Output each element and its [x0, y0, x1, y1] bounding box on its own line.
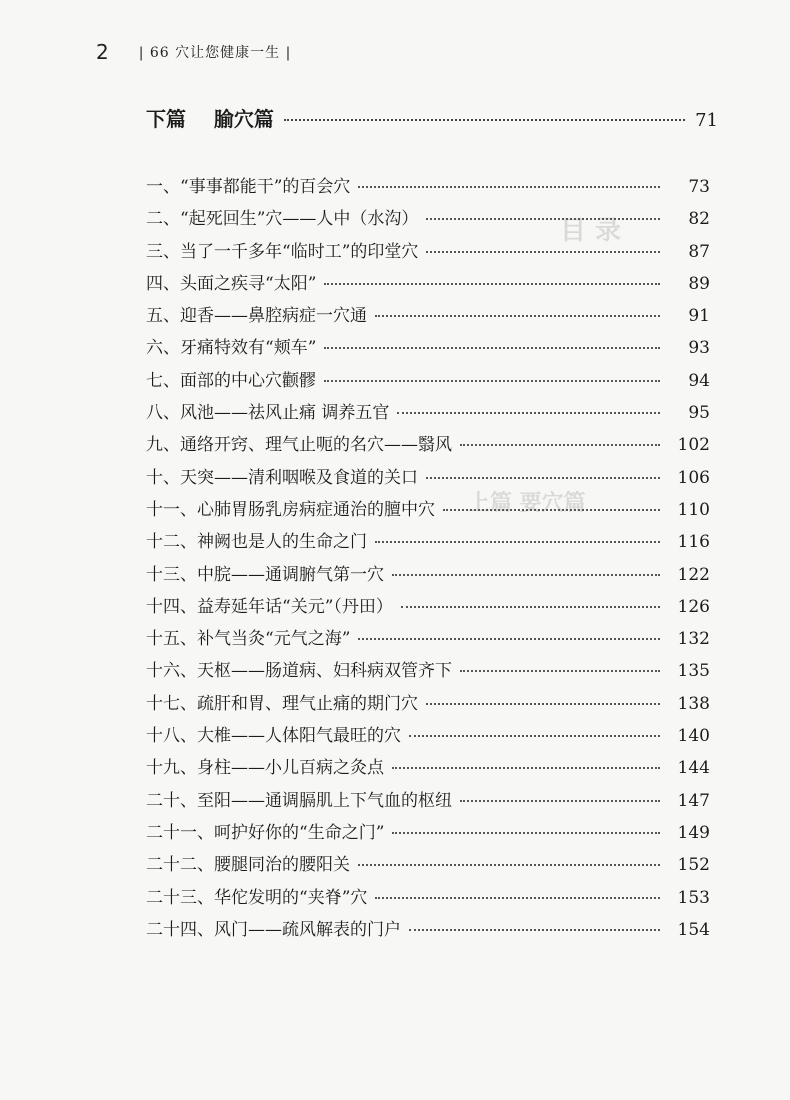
dot-leader — [392, 832, 660, 834]
show-through-mark: 上篇 要穴篇 — [468, 491, 586, 516]
toc-entry — [146, 915, 710, 947]
section-page-number: 71 — [695, 110, 718, 131]
toc-entry-title: 八、风池——祛风止痛 调养五官 — [146, 403, 390, 424]
toc-entry-title: 十一、心肺胃肠乳房病症通治的膻中穴 — [146, 499, 435, 520]
toc-entry-page: 87 — [688, 241, 710, 262]
toc-entry — [146, 398, 710, 430]
toc-entry-title: 十二、神阙也是人的生命之门 — [146, 532, 367, 553]
dot-leader — [375, 541, 660, 543]
dot-leader — [358, 638, 660, 640]
toc-entry-title: 三、当了一千多年“临时工”的印堂穴 — [146, 241, 419, 262]
toc-entry — [146, 237, 710, 269]
section-heading — [146, 103, 718, 132]
toc-entry-page: 91 — [688, 306, 710, 327]
dot-leader — [443, 509, 660, 511]
dot-leader — [397, 412, 660, 414]
toc-entry-title: 七、面部的中心穴颧髎 — [146, 370, 316, 391]
toc-entry-page: 116 — [677, 532, 710, 553]
toc-entry-page: 94 — [688, 370, 710, 391]
table-of-contents — [146, 172, 710, 947]
toc-entry-page: 138 — [677, 693, 710, 714]
page-number: 2 — [96, 40, 109, 64]
show-through-mark: 目 录 — [560, 216, 622, 246]
dot-leader — [375, 897, 660, 899]
toc-entry-title: 二十、至阳——通调膈肌上下气血的枢纽 — [146, 790, 452, 811]
dot-leader — [460, 444, 660, 446]
toc-entry-title: 二、“起死回生”穴——人中（水沟） — [146, 209, 419, 230]
toc-entry-page: 126 — [677, 596, 710, 617]
dot-leader — [392, 767, 660, 769]
toc-entry — [146, 204, 710, 236]
toc-entry-page: 152 — [677, 855, 710, 876]
toc-entry-title: 九、通络开窍、理气止呃的名穴——翳风 — [146, 435, 452, 456]
toc-entry — [146, 527, 710, 559]
toc-entry-title: 十五、补气当灸“元气之海” — [146, 629, 351, 650]
toc-entry-title: 五、迎香——鼻腔病症一穴通 — [146, 306, 367, 327]
dot-leader — [460, 800, 660, 802]
dot-leader — [324, 380, 660, 382]
toc-entry-page: 110 — [677, 499, 710, 520]
dot-leader — [460, 670, 660, 672]
toc-entry — [146, 495, 710, 527]
dot-leader — [358, 864, 660, 866]
toc-entry-title: 十八、大椎——人体阳气最旺的穴 — [146, 726, 401, 747]
toc-entry-page: 102 — [677, 435, 710, 456]
toc-entry — [146, 818, 710, 850]
toc-entry-title: 一、“事事都能干”的百会穴 — [146, 177, 351, 197]
toc-entry — [146, 560, 710, 592]
toc-entry-page: 93 — [688, 338, 710, 359]
toc-entry — [146, 592, 710, 624]
dot-leader — [375, 315, 660, 317]
toc-entry-page: 153 — [677, 887, 710, 908]
dot-leader — [324, 283, 660, 285]
toc-entry — [146, 463, 710, 495]
toc-entry-page: 95 — [688, 403, 710, 424]
running-title: | 66 穴让您健康一生 | — [138, 45, 292, 61]
toc-entry-page: 140 — [677, 726, 710, 747]
toc-entry-title: 四、头面之疾寻“太阳” — [146, 273, 317, 294]
toc-entry-page: 154 — [677, 919, 710, 940]
toc-entry — [146, 366, 710, 398]
toc-entry-title: 十四、益寿延年话“关元”（丹田） — [146, 596, 393, 617]
toc-entry-page: 132 — [677, 629, 710, 650]
toc-entry-page: 89 — [688, 273, 710, 294]
dot-leader — [426, 703, 660, 705]
toc-entry — [146, 624, 710, 656]
toc-entry — [146, 883, 710, 915]
dot-leader — [324, 347, 660, 349]
toc-entry-title: 十、天突——清利咽喉及食道的关口 — [146, 467, 418, 488]
toc-entry — [146, 301, 710, 333]
toc-entry — [146, 850, 710, 882]
toc-entry-page: 82 — [688, 209, 710, 230]
toc-entry-title: 十七、疏肝和胃、理气止痛的期门穴 — [146, 693, 418, 714]
toc-entry-title: 二十二、腰腿同治的腰阳关 — [146, 855, 350, 876]
toc-entry-page: 149 — [677, 822, 710, 843]
dot-leader — [409, 735, 660, 737]
toc-entry — [146, 269, 710, 301]
toc-entry-title: 六、牙痛特效有“颊车” — [146, 338, 317, 359]
toc-entry-page: 147 — [677, 790, 710, 811]
toc-entry-page: 144 — [677, 758, 710, 779]
dot-leader — [358, 186, 660, 188]
toc-entry — [146, 753, 710, 785]
toc-entry-title: 十六、天枢——肠道病、妇科病双管齐下 — [146, 661, 452, 682]
dot-leader — [401, 606, 660, 608]
toc-entry — [146, 786, 710, 818]
dot-leader — [426, 477, 660, 479]
toc-entry — [146, 333, 710, 365]
page-header — [96, 40, 291, 64]
toc-entry-title: 二十四、风门——疏风解表的门户 — [146, 919, 401, 940]
toc-entry — [146, 430, 710, 462]
dot-leader — [284, 119, 685, 121]
section-title: 下篇 腧穴篇 — [146, 107, 274, 131]
dot-leader — [409, 929, 660, 931]
toc-entry-page: 106 — [677, 467, 710, 488]
toc-entry — [146, 721, 710, 753]
toc-entry — [146, 656, 710, 688]
toc-entry-title: 二十三、华佗发明的“夹脊”穴 — [146, 887, 368, 908]
toc-entry — [146, 689, 710, 721]
toc-entry-page: 73 — [688, 177, 710, 197]
toc-entry-page: 135 — [677, 661, 710, 682]
dot-leader — [426, 218, 660, 220]
toc-entry-title: 十九、身柱——小儿百病之灸点 — [146, 758, 384, 779]
toc-entry-title: 十三、中脘——通调腑气第一穴 — [146, 564, 384, 585]
dot-leader — [426, 251, 660, 253]
toc-entry-title: 二十一、呵护好你的“生命之门” — [146, 822, 385, 843]
toc-entry-page: 122 — [677, 564, 710, 585]
toc-entry — [146, 172, 710, 204]
dot-leader — [392, 574, 660, 576]
